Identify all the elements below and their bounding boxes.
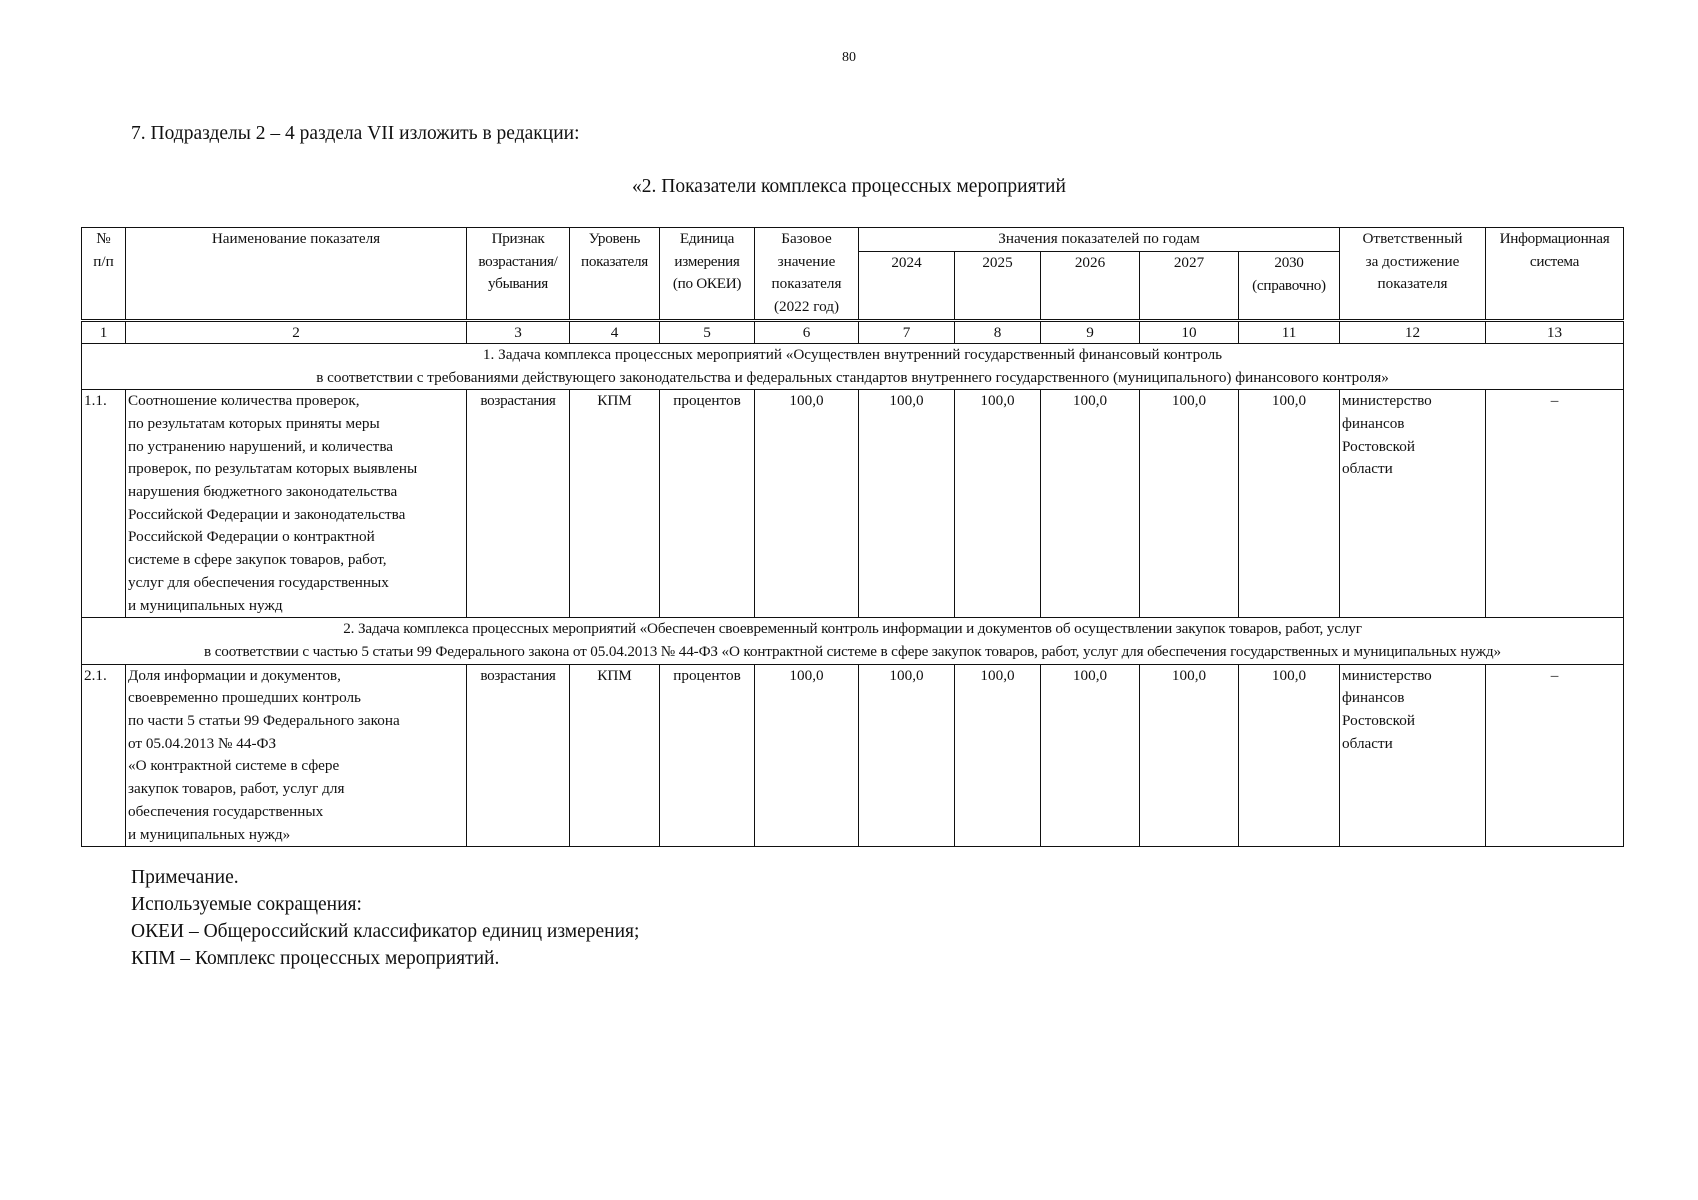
indicators-table xyxy=(81,227,1624,847)
column-number: 12 xyxy=(1340,320,1486,343)
header-row xyxy=(82,228,1624,252)
notes-title: Примечание. xyxy=(131,867,239,888)
column-number: 9 xyxy=(1041,320,1140,343)
value-2027: 100,0 xyxy=(1140,390,1239,618)
header-years-group: Значения показателей по годам xyxy=(859,228,1340,252)
value-2027: 100,0 xyxy=(1140,664,1239,847)
value-2025: 100,0 xyxy=(955,390,1041,618)
indicator-row-2-1 xyxy=(82,664,1624,847)
page-number: 80 xyxy=(842,50,856,65)
task-row-1 xyxy=(82,343,1624,389)
header-number: № п/п xyxy=(82,228,126,321)
header-information-system: Информационная система xyxy=(1486,228,1624,321)
indicator-level: КПМ xyxy=(570,390,660,618)
header-responsible: Ответственный за достижение показателя xyxy=(1340,228,1486,321)
value-2024: 100,0 xyxy=(859,390,955,618)
header-indicator-level: Уровень показателя xyxy=(570,228,660,321)
column-number: 13 xyxy=(1486,320,1624,343)
value-2024: 100,0 xyxy=(859,664,955,847)
row-number: 2.1. xyxy=(82,664,126,847)
column-numbers-row xyxy=(82,320,1624,343)
column-number: 2 xyxy=(126,320,467,343)
header-year-2025: 2025 xyxy=(955,251,1041,320)
section-title: «2. Показатели комплекса процессных мероприятий xyxy=(632,176,1066,197)
indicator-level: КПМ xyxy=(570,664,660,847)
trend-sign: возрастания xyxy=(467,390,570,618)
column-number: 8 xyxy=(955,320,1041,343)
intro-paragraph: 7. Подразделы 2 – 4 раздела VII изложить в редакции: xyxy=(131,123,580,144)
task-1-title: 1. Задача комплекса процессных мероприятий «Осуществлен внутренний государственный финансовый контроль в соответствии с требованиями действующего законодательства и федеральных стандартов внутреннего государственного (муниципального) финансового контроля» xyxy=(82,343,1624,389)
header-year-2030: 2030 (справочно) xyxy=(1239,251,1340,320)
indicator-name: Соотношение количества проверок, по результатам которых приняты меры по устранению нарушений, и количества проверок, по результатам которых выявлены нарушения бюджетного законодательства Российской Федерации и законодательства Российской Федерации о контрактной системе в сфере закупок товаров, работ, услуг для обеспечения государственных и муниципальных нужд xyxy=(126,390,467,618)
unit: процентов xyxy=(660,664,755,847)
notes-block xyxy=(131,864,639,972)
header-base-value: Базовое значение показателя (2022 год) xyxy=(755,228,859,321)
trend-sign: возрастания xyxy=(467,664,570,847)
indicator-row-1-1 xyxy=(82,390,1624,618)
indicator-name: Доля информации и документов, своевременно прошедших контроль по части 5 статьи 99 Федерального закона от 05.04.2013 № 44-ФЗ «О контрактной системе в сфере закупок товаров, работ, услуг для обеспечения государственных и муниципальных нужд» xyxy=(126,664,467,847)
base-value: 100,0 xyxy=(755,664,859,847)
column-number: 3 xyxy=(467,320,570,343)
value-2025: 100,0 xyxy=(955,664,1041,847)
value-2030: 100,0 xyxy=(1239,390,1340,618)
header-year-2024: 2024 xyxy=(859,251,955,320)
header-year-2027: 2027 xyxy=(1140,251,1239,320)
information-system: – xyxy=(1486,390,1624,618)
header-indicator-name: Наименование показателя xyxy=(126,228,467,321)
row-number: 1.1. xyxy=(82,390,126,618)
value-2026: 100,0 xyxy=(1041,664,1140,847)
column-number: 4 xyxy=(570,320,660,343)
value-2030: 100,0 xyxy=(1239,664,1340,847)
value-2026: 100,0 xyxy=(1041,390,1140,618)
header-trend-sign: Признак возрастания/ убывания xyxy=(467,228,570,321)
responsible: министерство финансов Ростовской области xyxy=(1340,390,1486,618)
column-number: 11 xyxy=(1239,320,1340,343)
task-row-2 xyxy=(82,618,1624,664)
column-number: 1 xyxy=(82,320,126,343)
column-number: 6 xyxy=(755,320,859,343)
header-year-2026: 2026 xyxy=(1041,251,1140,320)
column-number: 5 xyxy=(660,320,755,343)
abbreviation-okei: ОКЕИ – Общероссийский классификатор единиц измерения; xyxy=(131,921,640,942)
column-number: 7 xyxy=(859,320,955,343)
abbreviation-kpm: КПМ – Комплекс процессных мероприятий. xyxy=(131,948,500,969)
base-value: 100,0 xyxy=(755,390,859,618)
responsible: министерство финансов Ростовской области xyxy=(1340,664,1486,847)
task-2-title: 2. Задача комплекса процессных мероприятий «Обеспечен своевременный контроль информации и документов об осуществлении закупок товаров, работ, услуг в соответствии с частью 5 статьи 99 Федерального закона от 05.04.2013 № 44-ФЗ «О контрактной системе в сфере закупок товаров, работ, услуг для обеспечения государственных и муниципальных нужд» xyxy=(82,618,1624,664)
unit: процентов xyxy=(660,390,755,618)
information-system: – xyxy=(1486,664,1624,847)
header-unit: Единица измерения (по ОКЕИ) xyxy=(660,228,755,321)
notes-subtitle: Используемые сокращения: xyxy=(131,894,362,915)
column-number: 10 xyxy=(1140,320,1239,343)
